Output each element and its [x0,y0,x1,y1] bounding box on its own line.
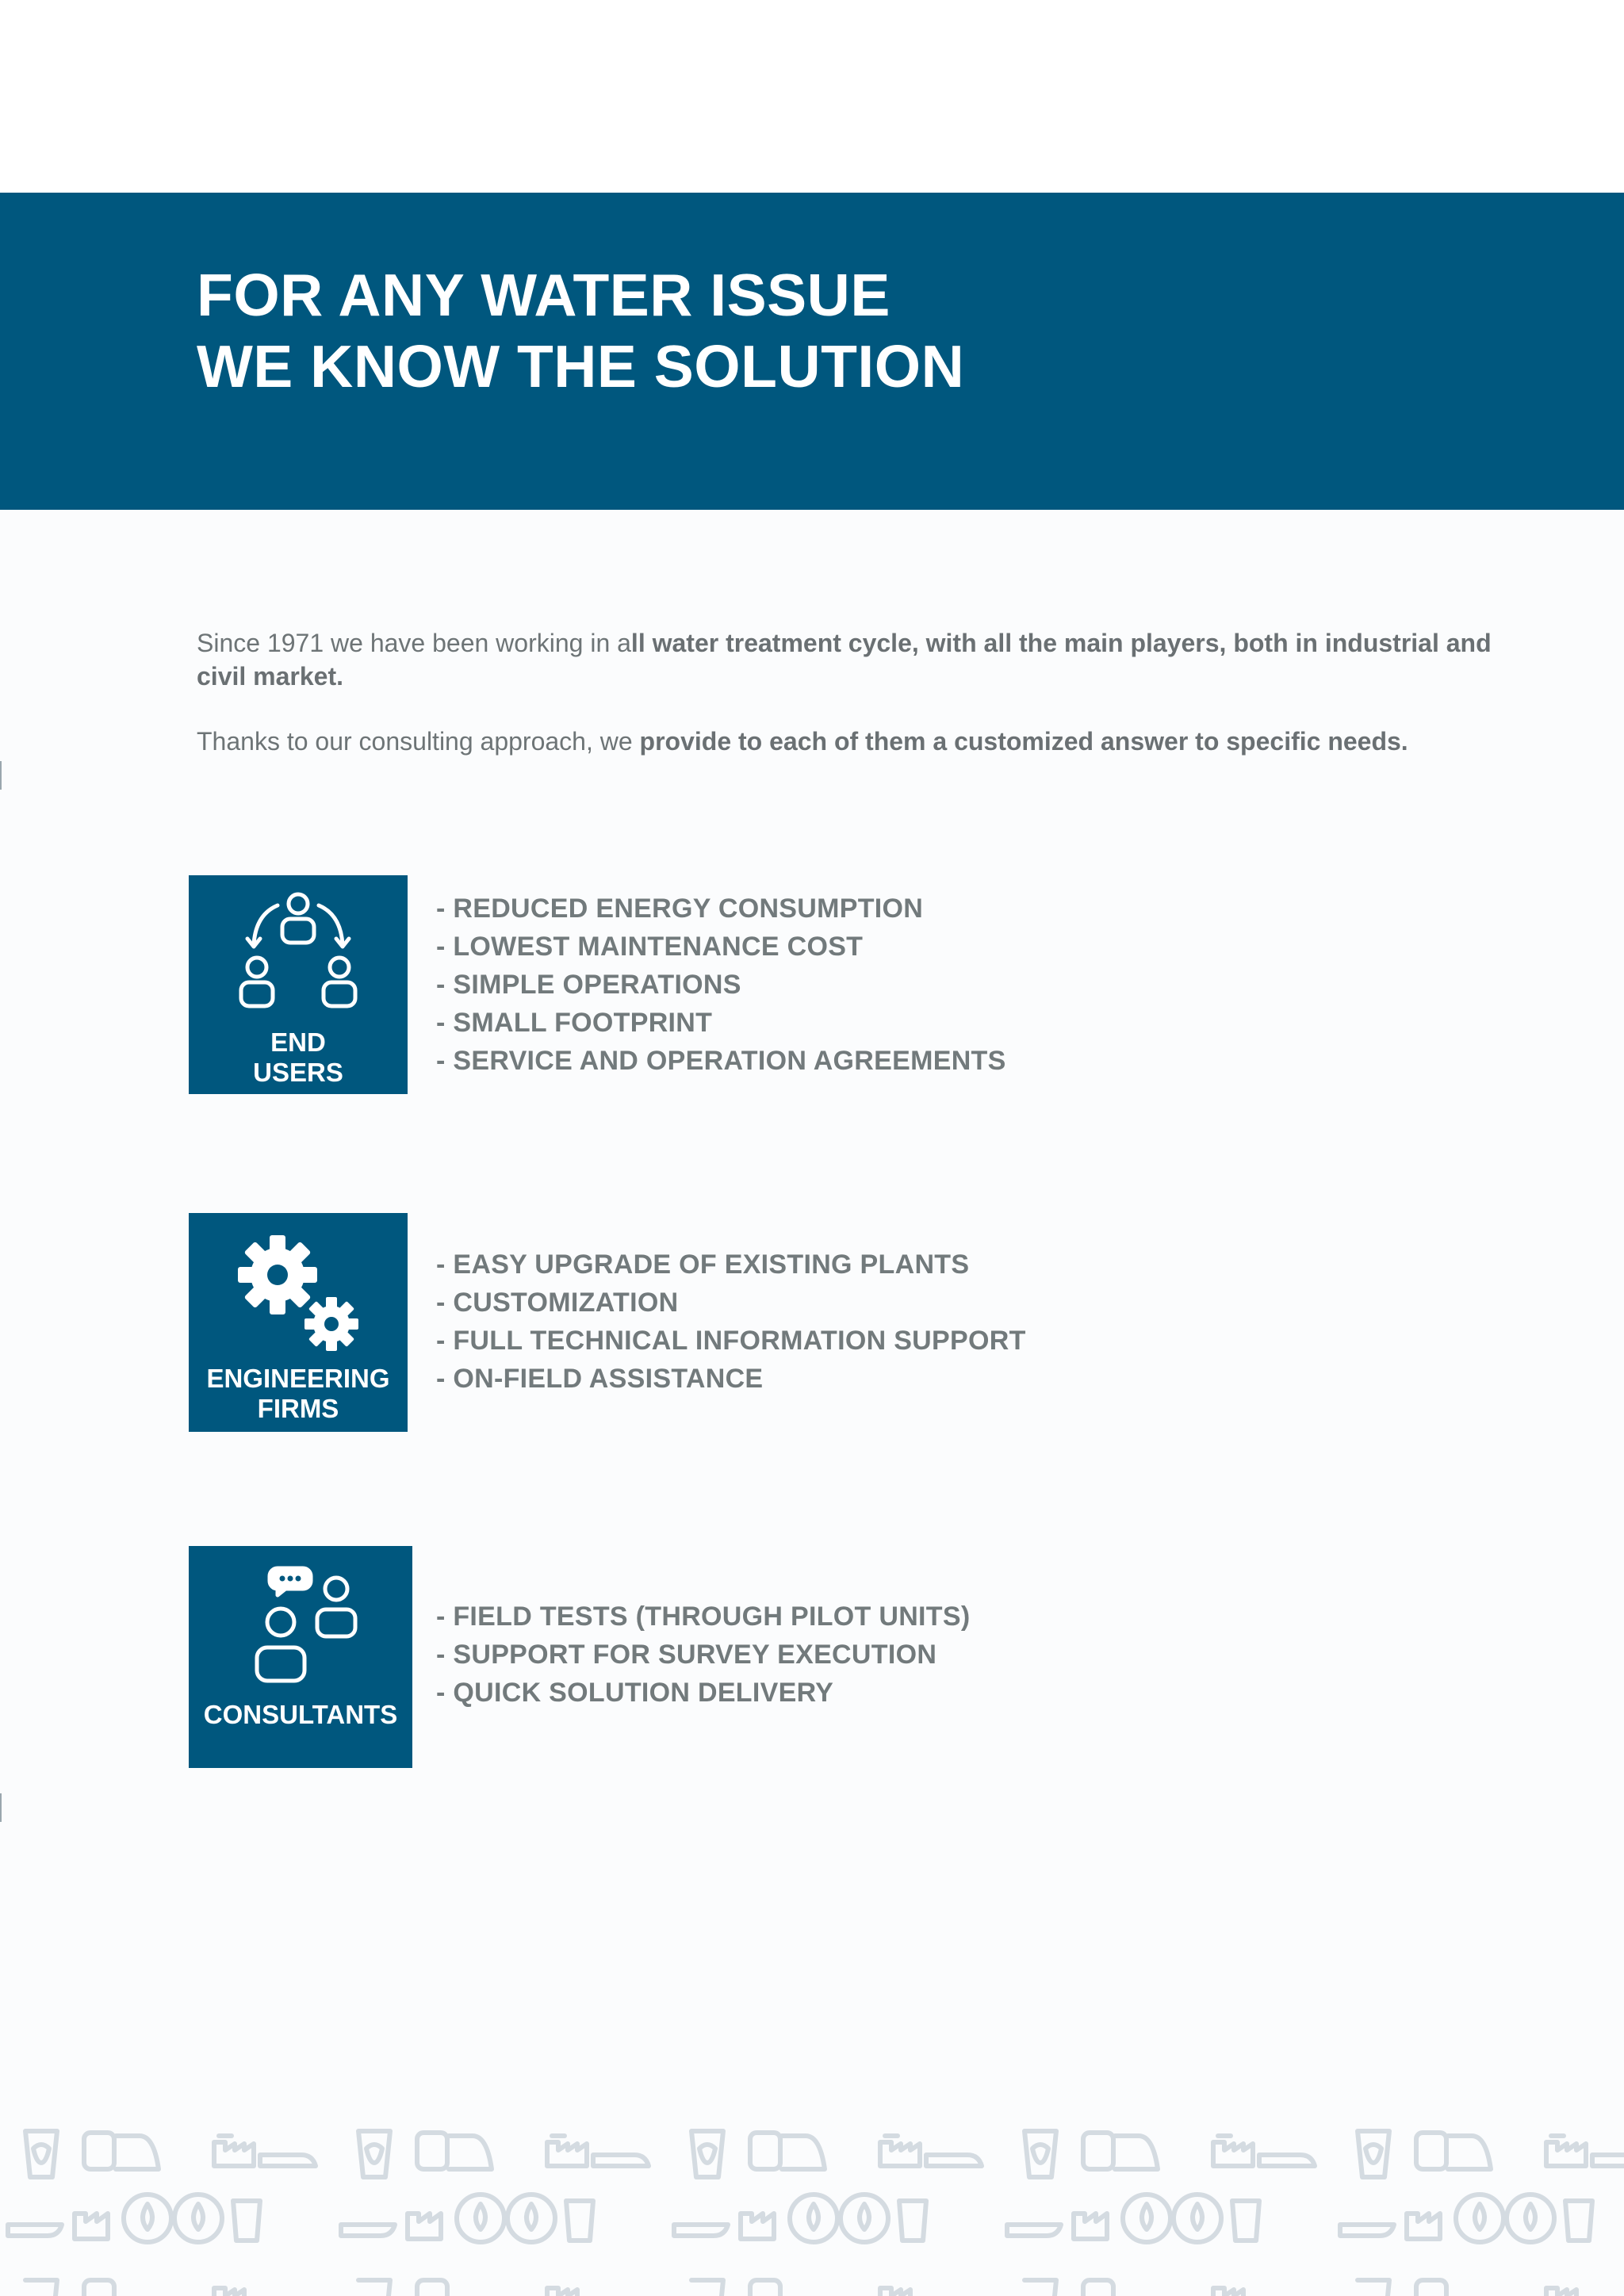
list-item: - SUPPORT FOR SURVEY EXECUTION [436,1640,937,1670]
list-item: - REDUCED ENERGY CONSUMPTION [436,894,924,924]
engineering-firms-benefits [436,1246,1026,1398]
people-chat-icon [189,1546,412,1768]
list-item: - EASY UPGRADE OF EXISTING PLANTS [436,1249,970,1280]
list-item: - SMALL FOOTPRINT [436,1008,713,1038]
intro-text [197,626,1529,790]
title-line-1: FOR ANY WATER ISSUE [197,262,891,328]
footer-pattern [0,2109,1624,2296]
crop-mark [0,761,2,790]
list-item: - SERVICE AND OPERATION AGREEMENTS [436,1046,1006,1076]
crop-mark [0,1793,2,1822]
list-item: - SIMPLE OPERATIONS [436,970,741,1000]
list-item: - ON-FIELD ASSISTANCE [436,1364,764,1394]
footer-pattern-graphic [0,2109,1624,2296]
list-item: - LOWEST MAINTENANCE COST [436,932,864,962]
list-item: - FULL TECHNICAL INFORMATION SUPPORT [436,1326,1026,1356]
engineering-firms-tile [189,1213,408,1432]
end-users-benefits [436,890,1006,1080]
page-title [197,259,964,402]
list-item: - CUSTOMIZATION [436,1288,679,1318]
engineering-firms-label: ENGINEERING FIRMS [206,1364,390,1423]
end-users-label: END USERS [253,1027,343,1087]
header-banner [0,193,1624,510]
consultants-benefits [436,1598,970,1712]
consultants-label: CONSULTANTS [203,1700,398,1729]
list-item: - QUICK SOLUTION DELIVERY [436,1678,834,1708]
top-margin [0,0,1624,193]
title-line-2: WE KNOW THE SOLUTION [197,333,965,400]
intro-paragraph-1: Since 1971 we have been working in all water treatment cycle, with all the main players, both in industrial and civil market. [197,629,1492,691]
end-users-tile [189,875,408,1094]
consultants-tile [189,1546,412,1768]
list-item: - FIELD TESTS (THROUGH PILOT UNITS) [436,1601,971,1632]
intro-paragraph-2: Thanks to our consulting approach, we provide to each of them a customized answer to specific needs. [197,727,1408,756]
